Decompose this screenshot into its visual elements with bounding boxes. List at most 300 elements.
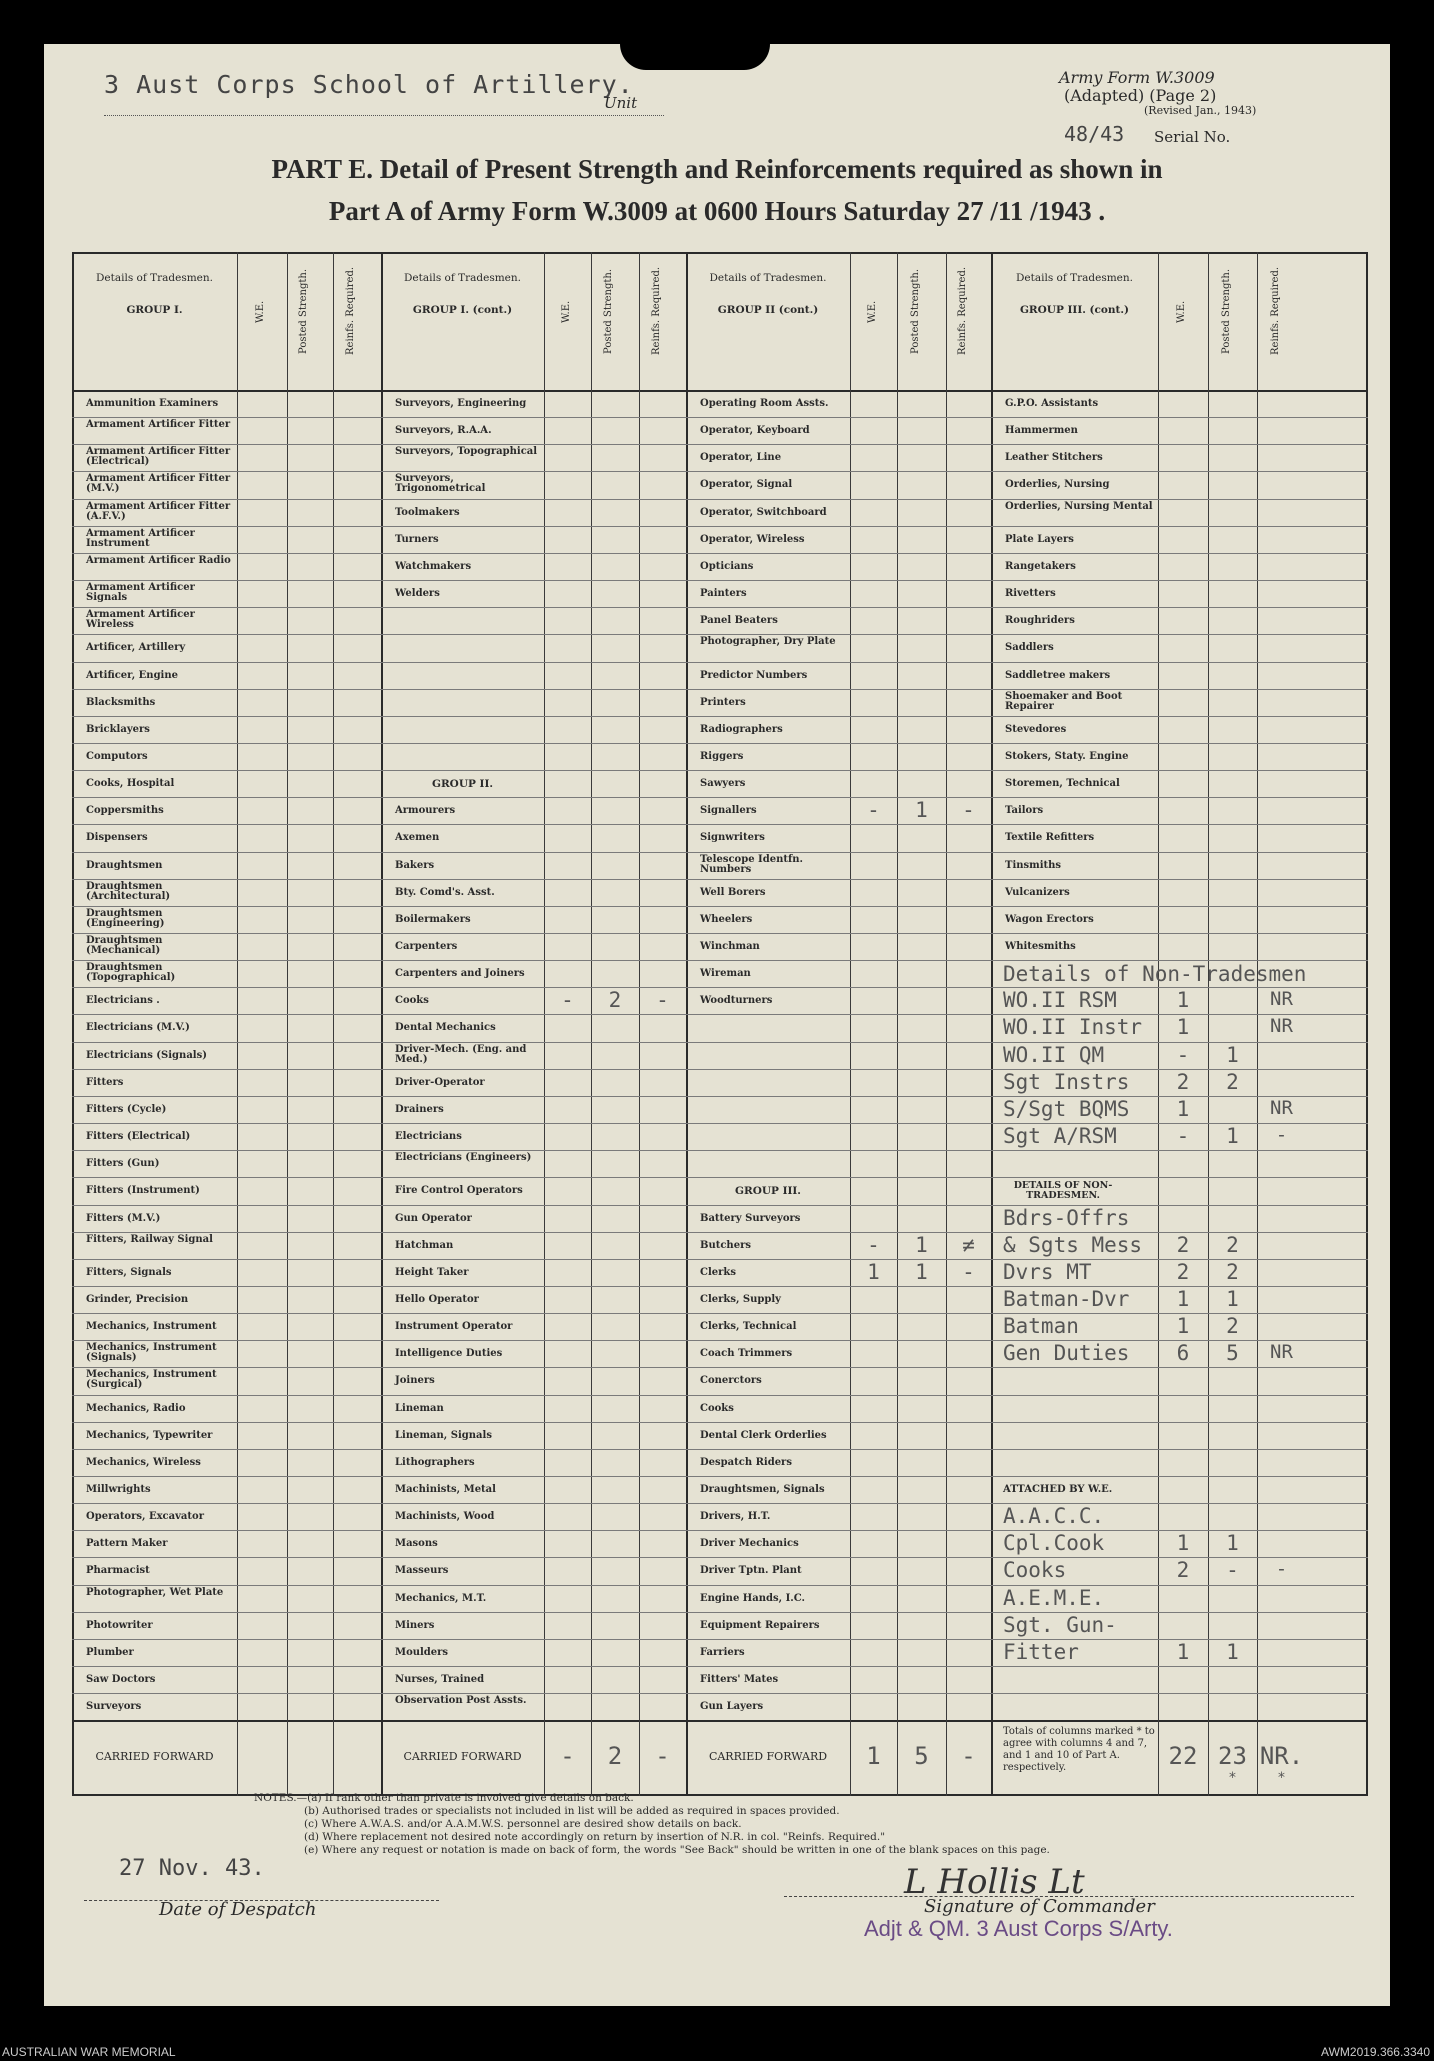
row-line [72,933,1368,934]
trade-label: Bty. Comd's. Asst. [395,886,495,898]
trade-label: Electricians [395,1131,462,1143]
form-adapted: (Adapted) (Page 2) [1064,86,1217,105]
trade-label: Joiners [395,1375,435,1387]
trade-label: Artificer, Engine [86,669,178,681]
trade-label: Mechanics, Radio [86,1402,186,1414]
trade-label: Coach Trimmers [700,1348,793,1360]
non-tradesman-mess-we: 6 [1176,1341,1190,1366]
trade-label: Driver Tptn. Plant [700,1565,802,1577]
signature-label: Signature of Commander [924,1896,1155,1917]
non-tradesman-we: 1 [1176,1096,1190,1121]
trade-label: Fitters (Instrument) [86,1185,200,1197]
row-line [72,797,1368,798]
non-tradesman-posted: 1 [1226,1124,1239,1149]
column-header-details: Details of Tradesmen. [404,272,521,284]
carried-forward-label: CARRIED FORWARD [708,1750,828,1764]
trade-label: Opticians [700,560,754,572]
trade-label: Photographer, Dry Plate [700,636,836,648]
trade-label: Clerks [700,1266,736,1278]
attached-entry-reinfs: - [1275,1558,1288,1581]
attached-entry-name: A.A.C.C. [1003,1504,1105,1529]
trade-label: Boilermakers [395,913,471,925]
cooks-entry: - [656,988,669,1013]
column-header-we: W.E. [1176,300,1187,324]
trade-label: Leather Stitchers [1005,452,1103,464]
trade-label: Draughtsmen (Engineering) [86,907,165,929]
group-heading: GROUP II. [431,778,494,791]
trade-label: Dental Clerk Orderlies [700,1429,827,1441]
trade-label: Shoemaker and Boot Repairer [1005,690,1123,712]
clerks-entry: - [962,1259,975,1284]
totals-note: Totals of columns marked * to agree with columns 4 and 7, and 1 and 10 of Part A. respectively. [1003,1726,1155,1774]
trade-label: Radiographers [700,723,783,735]
trade-label: Despatch Riders [700,1456,792,1468]
column-header-reinfs: Reinfs. Required. [650,266,662,356]
block-divider [686,252,688,1796]
trade-label: Millwrights [86,1484,151,1495]
trade-label: Equipment Repairers [700,1619,820,1631]
trade-label: Clerks, Technical [700,1321,797,1333]
carried-forward-group1: - [655,1742,670,1771]
non-tradesman-name: S/Sgt BQMS [1003,1096,1130,1121]
trade-label: Armament Artificer Signals [86,582,195,604]
carried-forward-label: CARRIED FORWARD [403,1750,522,1764]
row-line [72,1585,1368,1586]
trade-label: Carpenters and Joiners [395,968,525,980]
row-line [72,1503,1368,1504]
row-line [72,852,1368,853]
form-page [44,44,1390,2006]
column-header-we: W.E. [560,300,572,324]
trade-label: Well Borers [700,886,766,898]
butchers-entry: - [867,1232,880,1257]
trade-label: Panel Beaters [700,615,778,627]
non-tradesman-name: WO.II RSM [1003,988,1117,1013]
trade-label: Vulcanizers [1005,886,1070,898]
trade-label: Armourers [395,805,456,817]
row-line [72,879,1368,880]
trade-label: Machinists, Metal [395,1484,496,1495]
trade-label: Armament Artificer Fitter (Electrical) [86,446,231,468]
trade-label: Surveyors, Topographical [395,446,538,458]
non-tradesman-mess-name: Dvrs MT [1003,1259,1092,1284]
trade-label: Operator, Switchboard [700,506,827,518]
adjutant-stamp: Adjt & QM. 3 Aust Corps S/Arty. [864,1916,1173,1941]
totals-entry: 22 [1168,1742,1198,1771]
column-line [287,252,288,1796]
trade-label: Lithographers [395,1456,475,1468]
carried-forward-group2: 1 [866,1742,881,1771]
trade-label: Fitters' Mates [700,1674,779,1686]
non-tradesman-mess-name: Gen Duties [1003,1341,1130,1366]
trade-label: Clerks, Supply [700,1293,781,1305]
row-line [72,607,1368,608]
non-tradesman-mess-reinfs: NR [1270,1341,1293,1364]
row-line [72,1205,1368,1206]
trade-label: Bricklayers [86,723,150,735]
row-line [72,526,1368,527]
trade-label: Printers [700,696,746,708]
archive-name: AUSTRALIAN WAR MEMORIAL [2,2045,176,2059]
trade-label: Saddlers [1005,642,1054,654]
row-line [72,444,1368,445]
trade-label: Saddletree makers [1005,669,1111,681]
non-tradesman-mess-name: Batman-Dvr [1003,1286,1130,1311]
cooks-entry: - [561,988,574,1013]
notes-block [254,1792,1050,1857]
trade-label: Saw Doctors [86,1674,156,1686]
row-line [72,1693,1368,1694]
trade-label: Plate Layers [1005,533,1074,545]
trade-label: Draughtsmen (Mechanical) [86,935,163,956]
trade-label: Drivers, H.T. [700,1511,771,1523]
non-tradesman-mess-name: Bdrs-Offrs [1003,1205,1130,1230]
archive-id: AWM2019.366.3340 [1321,2045,1430,2059]
row-line [72,1476,1368,1477]
trade-label: Watchmakers [395,560,472,572]
column-header-details: Details of Tradesmen. [1016,272,1133,284]
trade-label: Carpenters [395,941,458,952]
trade-label: Height Taker [395,1266,469,1278]
trade-label: Conerctors [700,1375,762,1387]
trade-label: Fitters (Electrical) [86,1131,191,1143]
column-header-reinfs: Reinfs. Required. [956,266,968,356]
column-header-we: W.E. [255,300,266,324]
trade-label: Sawyers [700,778,746,790]
trade-label: Operator, Wireless [700,533,805,545]
non-tradesman-we: 2 [1176,1069,1190,1094]
butchers-entry: ≠ [962,1232,975,1257]
attached-entry-name: Cooks [1003,1558,1067,1583]
trade-label: Operators, Excavator [86,1511,204,1523]
trade-label: Fitters (Gun) [86,1158,160,1170]
column-header-group: GROUP I. [126,304,183,316]
trade-label: Cooks [395,995,429,1007]
trade-label: Armament Artificer Fitter (A.F.V.) [86,500,231,522]
signallers-entry: - [962,798,975,823]
row-line [72,1395,1368,1396]
row-line [72,906,1368,907]
trade-label: Plumber [86,1646,134,1658]
trade-label: Hatchman [395,1239,454,1251]
trade-label: Engine Hands, I.C. [700,1592,806,1604]
row-line [72,1612,1368,1613]
note-b: (b) Authorised trades or specialists not included in list will be added as required in spaces provided. [304,1805,840,1817]
reinfs-star: * [1277,1770,1286,1787]
trade-label: Fire Control Operators [395,1185,523,1197]
trade-label: Storemen, Technical [1005,778,1120,790]
non-tradesman-mess-we: 1 [1176,1314,1190,1339]
trade-label: Fitters (M.V.) [86,1212,161,1224]
trade-label: Photowriter [86,1619,153,1631]
trade-label: Turners [395,533,439,545]
trade-label: Roughriders [1005,615,1075,627]
trade-label: Miners [395,1619,435,1631]
row-line [72,499,1368,500]
non-tradesman-name: WO.II Instr [1003,1015,1143,1040]
group-heading: GROUP III. [735,1185,801,1198]
non-tradesman-mess-posted: 2 [1226,1259,1239,1284]
cooks-entry: 2 [608,988,622,1013]
column-header-posted: Posted Strength. [298,268,309,354]
row-line [72,662,1368,663]
trade-label: Mechanics, Instrument (Surgical) [86,1369,217,1391]
form-number: Army Form W.3009 [1059,68,1215,87]
trade-label: Driver Mechanics [700,1538,799,1550]
signallers-entry: 1 [915,798,928,823]
trade-label: Coppersmiths [86,805,164,817]
note-e: (e) Where any request or notation is made on back of form, the words "See Back" should be written in one of the blank spaces on this page. [304,1844,1050,1856]
trade-label: Blacksmiths [86,696,156,708]
trade-label: Lineman [395,1402,444,1414]
clerks-entry: 1 [915,1259,928,1284]
attached-entry-name: Cpl.Cook [1003,1531,1105,1556]
trade-label: Armament Artificer Radio [86,554,231,566]
trade-label: Butchers [700,1239,751,1251]
trade-label: Observation Post Assts. [395,1695,527,1707]
trade-label: Electricians (Signals) [86,1049,207,1061]
trade-label: Orderlies, Nursing [1005,479,1110,491]
column-line [639,252,640,1796]
trade-label: Drainers [395,1103,444,1115]
trade-label: Pharmacist [86,1565,150,1577]
trade-label: Artificer, Artillery [86,642,186,654]
trade-label: Welders [395,588,440,600]
trade-label: Wheelers [700,913,753,925]
trade-label: Draughtsmen, Signals [700,1484,825,1495]
row-line [72,743,1368,744]
column-header-posted: Posted Strength. [603,268,614,354]
trade-label: Mechanics, Instrument [86,1321,217,1333]
non-tradesman-mess-posted: 1 [1226,1286,1239,1311]
trade-label: Rangetakers [1005,560,1076,572]
attached-entry-we: 2 [1176,1558,1190,1583]
trade-label: Gun Operator [395,1212,472,1224]
column-header-group: GROUP I. (cont.) [412,304,513,316]
trade-label: Grinder, Precision [86,1293,189,1305]
trade-label: Textile Refitters [1005,832,1095,844]
column-line [237,252,238,1796]
trade-label: Photographer, Wet Plate [86,1586,224,1598]
row-line [72,1666,1368,1667]
non-tradesman-posted: 1 [1226,1042,1239,1067]
non-tradesman-mess-posted: 2 [1226,1232,1239,1257]
trade-label: Woodturners [700,995,773,1007]
trade-label: Surveyors [86,1701,142,1713]
attached-label: ATTACHED BY W.E. [1003,1484,1113,1495]
column-header-group: GROUP II (cont.) [717,304,819,316]
trade-label: Draughtsmen [86,859,163,871]
trade-label: Computors [86,750,148,762]
trade-label: Rivetters [1005,588,1056,600]
row-line [72,689,1368,690]
trade-label: Telescope Identfn. Numbers [700,853,804,875]
non-tradesman-mess-we: 2 [1176,1232,1190,1257]
trade-label: Armament Artificer Fitter [86,419,231,431]
trade-label: Operator, Line [700,452,782,464]
non-tradesman-reinfs: NR [1270,1015,1293,1038]
trade-label: Masseurs [395,1565,449,1577]
attached-entry-we: 1 [1176,1531,1190,1556]
trade-label: Winchman [700,941,760,952]
non-tradesman-name: WO.II QM [1003,1042,1105,1067]
non-tradesman-we: - [1176,1124,1190,1149]
row-line [72,417,1368,418]
note-a: NOTES.—(a) If rank other than private is involved give details on back. [254,1792,634,1804]
trade-label: Mechanics, M.T. [395,1592,487,1604]
non-tradesman-mess-name: Batman [1003,1314,1079,1339]
carried-forward-label: CARRIED FORWARD [95,1750,214,1764]
trade-label: Operator, Keyboard [700,425,810,437]
unit-label: Unit [604,94,638,112]
trade-label: Lineman, Signals [395,1429,492,1441]
trade-label: Fitters [86,1076,124,1088]
trade-label: Ammunition Examiners [86,398,219,409]
carried-forward-group2: 5 [914,1742,929,1771]
non-tradesman-mess-name: & Sgts Mess [1003,1232,1143,1257]
trade-label: Intelligence Duties [395,1348,503,1360]
trade-label: Mechanics, Instrument (Signals) [86,1342,217,1364]
non-tradesman-mess-posted: 2 [1226,1314,1239,1339]
row-line [72,553,1368,554]
despatch-label: Date of Despatch [159,1899,317,1920]
trade-label: Cooks [700,1402,734,1414]
row-line [72,580,1368,581]
form-title-line2: Part A of Army Form W.3009 at 0600 Hours Saturday 27 /11 /1943 . [328,196,1106,226]
paper-tear [620,44,770,70]
trade-label: Wireman [700,968,751,980]
strength-table [72,252,1368,1796]
trade-label: Fitters (Cycle) [86,1103,167,1115]
note-d: (d) Where replacement not desired note accordingly on return by insertion of N.R. in col. "Reinfs. Required." [304,1831,886,1843]
column-line [850,252,851,1796]
header-rule [72,390,1368,392]
trade-label: Battery Surveyors [700,1212,801,1224]
serial-number: 48/43 [1064,122,1125,146]
column-header-posted: Posted Strength. [1220,268,1232,354]
trade-label: Draughtsmen (Topographical) [86,962,176,984]
row-line [72,634,1368,635]
non-tradesman-mess-posted: 5 [1226,1341,1239,1366]
signallers-entry: - [867,798,880,823]
trade-label: Armament Artificer Wireless [86,609,195,631]
trade-label: Operating Room Assts. [700,398,829,409]
trade-label: Predictor Numbers [700,669,808,681]
trade-label: Driver-Operator [395,1076,485,1088]
column-line [897,252,898,1796]
row-line [72,1177,1368,1178]
trade-label: Dental Mechanics [395,1022,496,1034]
trade-label: Tinsmiths [1005,859,1062,871]
trade-label: Instrument Operator [395,1321,513,1333]
butchers-entry: 1 [915,1232,928,1257]
carried-forward-group1: 2 [607,1742,623,1771]
column-header-reinfs: Reinfs. Required. [345,266,356,356]
trade-label: Bakers [395,859,435,871]
trade-label: Moulders [395,1646,449,1658]
row-line [72,770,1368,771]
row-line [72,1367,1368,1368]
carried-forward-rule [72,1720,1368,1722]
carried-forward-group1: - [560,1742,575,1771]
trade-label: Mechanics, Wireless [86,1456,201,1468]
attached-entry-posted: - [1226,1558,1239,1583]
trade-label: Wagon Erectors [1005,913,1094,925]
non-tradesman-we: - [1176,1042,1190,1067]
trade-label: Whitesmiths [1005,941,1076,952]
trade-label: Armament Artificer Instrument [86,527,195,549]
form-title-line1: PART E. Detail of Present Strength and Reinforcements required as shown in [271,154,1163,184]
trade-label: Surveyors, R.A.A. [395,425,492,437]
non-tradesman-name: Sgt A/RSM [1003,1124,1117,1149]
trade-label: Stokers, Staty. Engine [1005,750,1129,762]
trade-label: Toolmakers [395,506,460,518]
non-tradesman-mess-we: 1 [1176,1286,1190,1311]
non-tradesman-mess-we: 2 [1176,1259,1190,1284]
trade-label: Machinists, Wood [395,1511,495,1523]
non-tradesman-reinfs: - [1275,1124,1288,1147]
non-tradesman-reinfs: NR [1270,988,1293,1011]
carried-forward-group2: - [961,1742,976,1771]
trade-label: Masons [395,1538,438,1550]
trade-label: Gun Layers [700,1701,764,1713]
block-divider [381,252,383,1796]
column-line [591,252,592,1796]
attached-entry-posted: 1 [1226,1531,1239,1556]
trade-label: Driver-Mech. (Eng. and Med.) [395,1043,527,1065]
non-tradesman-we: 1 [1176,988,1190,1013]
row-line [72,1422,1368,1423]
attached-entry-we: 1 [1176,1639,1190,1664]
trade-label: Orderlies, Nursing Mental [1005,500,1153,512]
serial-label: Serial No. [1154,128,1231,146]
column-line [544,252,545,1796]
column-line [946,252,947,1796]
trade-label: Electricians (Engineers) [395,1152,532,1164]
trade-label: Cooks, Hospital [86,778,175,790]
trade-label: Pattern Maker [86,1538,168,1550]
trade-label: Armament Artificer Fitter (M.V.) [86,473,231,495]
trade-label: Riggers [700,750,744,762]
archive-footer [0,2043,1434,2061]
non-tradesmen-heading: Details of Non-Tradesmen [1003,962,1307,987]
commander-signature: L Hollis Lt [904,1862,1085,1902]
posted-star: * [1228,1770,1237,1787]
trade-label: G.P.O. Assistants [1005,398,1099,409]
totals-entry: NR. [1259,1742,1304,1771]
column-header-details: Details of Tradesmen. [96,272,213,284]
attached-entry-name: Sgt. Gun- [1003,1612,1117,1637]
row-line [72,1150,1368,1151]
column-header-reinfs: Reinfs. Required. [1269,266,1281,356]
non-tradesmen-label: DETAILS OF NON-TRADESMEN. [1013,1180,1113,1202]
trade-label: Draughtsmen (Architectural) [86,880,171,902]
trade-label: Tailors [1005,805,1044,817]
trade-label: Hello Operator [395,1293,479,1305]
trade-label: Fitters, Signals [86,1266,172,1278]
form-revised: (Revised Jan., 1943) [1144,104,1257,117]
attached-entry-name: Fitter [1003,1639,1079,1664]
clerks-entry: 1 [867,1259,880,1284]
trade-label: Mechanics, Typewriter [86,1429,213,1441]
row-line [72,960,1368,961]
non-tradesman-posted: 2 [1226,1069,1239,1094]
column-header-posted: Posted Strength. [909,268,921,354]
column-header-group: GROUP III. (cont.) [1019,304,1130,316]
attached-entry-posted: 1 [1226,1639,1239,1664]
unit-typed: 3 Aust Corps School of Artillery. [104,70,634,99]
trade-label: Surveyors, Engineering [395,398,527,409]
